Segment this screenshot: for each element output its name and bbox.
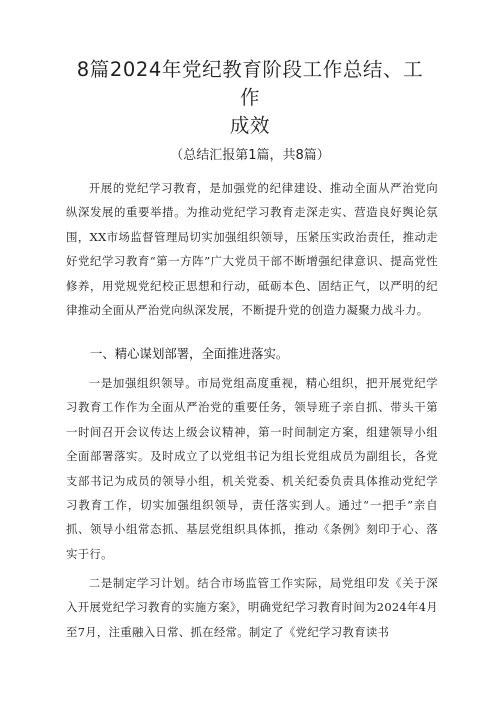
body-paragraph-organization: 一是加强组织领导。市局党组高度重视，精心组织，把开展党纪学习教育工作作为全面从严治党的重要任务，领导班子亲自抓、带头干第一时间召开会议传达上级会议精神，第一时间制定方案，组建领导小组全面部署落实。及时成立了以党组书记为组长党组成员为副组长，各党支部书记为成员的领导小组，机关党委、机关纪委负责具体推动党纪学习教育工作，切实加强组织领导，责任落实到人。通过“一把手”亲自抓、领导小组常态抓、基层党组织具体抓，推动《条例》刻印于心、落实于行。: [66, 376, 438, 561]
document-subtitle: （总结汇报第1篇，共8篇）: [170, 148, 330, 163]
body-paragraph-study-plan: 二是制定学习计划。结合市场监管工作实际，局党组印发《关于深入开展党纪学习教育的实施方案》，明确党纪学习教育时间为2024年4月至7月，注重融入日常、抓在经常。制定了《党纪学习教育读书: [66, 576, 438, 639]
title-line-2: 成效: [229, 114, 271, 137]
title-line-1: 8篇2024年党纪教育阶段工作总结、工作: [76, 58, 424, 109]
intro-paragraph: 开展的党纪学习教育，是加强党的纪律建设、推动全面从严治党向纵深发展的重要举措。为推动党纪学习教育走深走实、营造良好舆论氛围，XX市场监督管理局切实加强组织领导，压紧压实政治责任，推动走好党纪学习教育“第一方阵”广大党员干部不断增强纪律意识、提高党性修养，用党规党纪校正思想和行动，砥砺本色、固结正气，以严明的纪律推动全面从严治党向纵深发展，不断提升党的创造力凝聚力战斗力。: [66, 181, 438, 318]
document-title: [70, 56, 430, 140]
section-heading-1: 一、精心谋划部署，全面推进落实。: [90, 346, 289, 361]
